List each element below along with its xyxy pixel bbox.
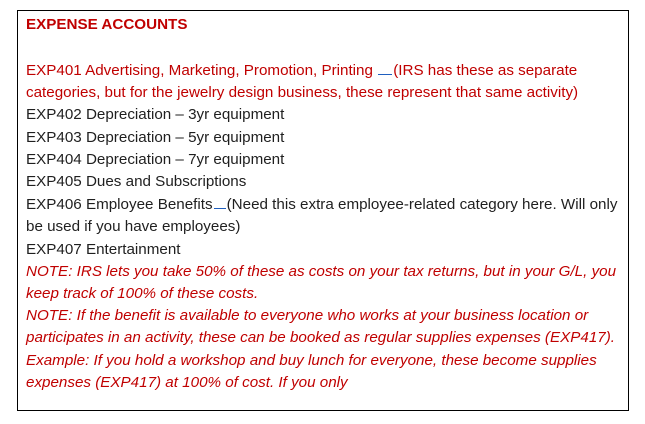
expense-accounts-box <box>17 10 629 411</box>
exp401-note: (IRS has these as separate categories, but for the jewelry design business, these represent that same activity) <box>26 62 579 102</box>
exp401-label: EXP401 Advertising, Marketing, Promotion, Printing <box>26 62 373 79</box>
note-benefit-available: NOTE: If the benefit is available to everyone who works at your business location or participates in an activity, these can be booked as regular supplies expenses (EXP417). Example: If you hold a workshop and buy lunch for everyone, these become supplies expenses (EXP417) at 100% of cost. If you only <box>26 307 615 391</box>
exp406-note: (Need this extra employee-related category here. Will only be used if you have employees) <box>26 196 618 236</box>
account-exp404: EXP404 Depreciation – 7yr equipment <box>26 150 285 168</box>
account-exp407: EXP407 Entertainment <box>26 240 181 258</box>
note-irs-50-percent: NOTE: IRS lets you take 50% of these as costs on your tax returns, but in your G/L, you keep track of 100% of these costs. <box>26 262 617 303</box>
fill-in-blank <box>214 193 226 209</box>
blank-line <box>26 36 620 59</box>
exp406-label: EXP406 Employee Benefits <box>26 196 213 214</box>
account-exp402: EXP402 Depreciation – 3yr equipment <box>26 106 285 124</box>
account-exp405: EXP405 Dues and Subscriptions <box>26 173 247 191</box>
fill-in-blank <box>378 59 392 75</box>
account-exp406 <box>26 193 620 238</box>
account-exp401 <box>26 59 620 104</box>
section-heading: EXPENSE ACCOUNTS <box>26 16 188 33</box>
account-exp403: EXP403 Depreciation – 5yr equipment <box>26 128 285 146</box>
